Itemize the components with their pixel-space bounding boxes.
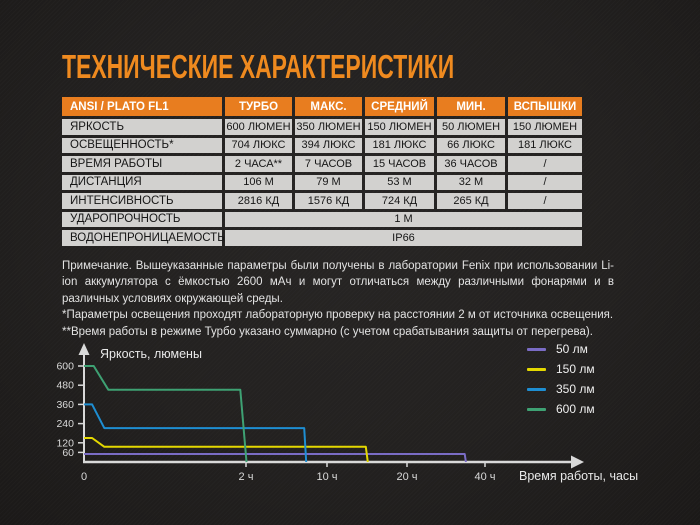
table-value: 265 КД xyxy=(437,193,505,209)
legend-item xyxy=(527,343,595,355)
y-tick-label: 600 xyxy=(56,360,74,373)
page-title: ТЕХНИЧЕСКИЕ ХАРАКТЕРИСТИКИ xyxy=(62,47,455,86)
table-header-strobe: ВСПЫШКИ xyxy=(508,97,582,116)
table-header-turbo: ТУРБО xyxy=(225,97,292,116)
legend-item xyxy=(527,403,595,415)
y-tick-label: 480 xyxy=(56,379,74,392)
x-tick-label: 20 ч xyxy=(396,471,418,483)
legend-label: 350 лм xyxy=(556,382,595,396)
y-tick-label: 60 xyxy=(62,446,74,459)
row-label-illuminance: ОСВЕЩЕННОСТЬ* xyxy=(62,138,222,154)
table-value: 106 М xyxy=(225,175,292,191)
legend-item xyxy=(527,383,595,395)
series-line-350-лм xyxy=(84,404,306,462)
note-block xyxy=(62,258,614,340)
table-value: 36 ЧАСОВ xyxy=(437,156,505,172)
table-value: 50 ЛЮМЕН xyxy=(437,119,505,135)
table-value: 7 ЧАСОВ xyxy=(295,156,362,172)
table-header-medium: СРЕДНИЙ xyxy=(365,97,434,116)
note-paragraph: Примечание. Вышеуказанные параметры были получены в лаборатории Fenix при использовании Li-ion аккумулятора с ёмкостью 2600 мАч и могут отличаться между различными фонарями и в различных условиях окружающей среды. xyxy=(62,260,614,305)
table-value: 150 ЛЮМЕН xyxy=(365,119,434,135)
table-value: 350 ЛЮМЕН xyxy=(296,120,361,133)
table-header-min: МИН. xyxy=(437,97,505,116)
legend-item xyxy=(527,363,595,375)
table-value: 15 ЧАСОВ xyxy=(365,156,434,172)
table-value: 600 ЛЮМЕН xyxy=(226,120,291,133)
chart-legend xyxy=(527,343,595,415)
legend-label: 150 лм xyxy=(556,362,595,376)
x-tick-label: 0 xyxy=(80,471,88,483)
table-value-span: IP66 xyxy=(225,230,582,246)
x-tick-label: 10 ч xyxy=(316,471,338,483)
table-value: 724 КД xyxy=(365,193,434,209)
y-axis-title: Яркость, люмены xyxy=(100,347,202,361)
table-value: / xyxy=(508,175,582,191)
series-line-50-лм xyxy=(84,454,466,462)
row-label-brightness: ЯРКОСТЬ xyxy=(62,119,222,135)
y-tick-label: 120 xyxy=(56,437,74,450)
table-value: 66 ЛЮКС xyxy=(437,138,505,154)
y-axis-arrow xyxy=(79,343,90,355)
table-header-max: МАКС. xyxy=(295,97,362,116)
legend-swatch-50lm xyxy=(527,348,546,351)
table-value: 79 М xyxy=(295,175,362,191)
table-value: / xyxy=(508,156,582,172)
legend-swatch-150lm xyxy=(527,368,546,371)
table-value: 53 М xyxy=(365,175,434,191)
table-value: 2 ЧАСА** xyxy=(225,156,292,172)
table-value: 181 ЛЮКС xyxy=(365,138,434,154)
y-tick-label: 360 xyxy=(56,398,74,411)
legend-label: 600 лм xyxy=(556,402,595,416)
table-value: 1576 КД xyxy=(295,193,362,209)
x-tick-label: 40 ч xyxy=(474,471,496,483)
table-value: 181 ЛЮКС xyxy=(508,138,582,154)
row-label-distance: ДИСТАНЦИЯ xyxy=(62,175,222,191)
row-label-waterproof: ВОДОНЕПРОНИЦАЕМОСТЬ xyxy=(62,230,222,246)
series-line-150-лм xyxy=(84,438,368,462)
row-label-impact-resistance: УДАРОПРОЧНОСТЬ xyxy=(62,212,222,228)
table-value-span: 1 М xyxy=(225,212,582,228)
row-label-intensity: ИНТЕНСИВНОСТЬ xyxy=(62,193,222,209)
legend-swatch-350lm xyxy=(527,388,546,391)
legend-swatch-600lm xyxy=(527,408,546,411)
table-value: / xyxy=(508,193,582,209)
legend-label: 50 лм xyxy=(556,342,588,356)
note-footnote-2: **Время работы в режиме Турбо указано суммарно (с учетом срабатывания защиты от перегрева). xyxy=(62,325,593,338)
x-axis-arrow xyxy=(571,456,584,469)
x-tick-label: 2 ч xyxy=(238,471,254,483)
table-value: 394 ЛЮКС xyxy=(295,138,362,154)
table-value: 2816 КД xyxy=(225,193,292,209)
note-footnote-1: *Параметры освещения проходят лабораторную проверку на расстоянии 2 м от источника освещения. xyxy=(62,309,614,322)
table-value: 32 М xyxy=(437,175,505,191)
table-header-standard: ANSI / PLATO FL1 xyxy=(62,97,222,116)
x-axis-title: Время работы, часы xyxy=(519,469,639,483)
row-label-runtime: ВРЕМЯ РАБОТЫ xyxy=(62,156,222,172)
spec-table xyxy=(62,97,582,246)
y-tick-label: 240 xyxy=(56,418,74,431)
series-line-600-лм xyxy=(84,366,247,462)
table-value: 704 ЛЮКС xyxy=(225,138,292,154)
table-value: 150 ЛЮМЕН xyxy=(508,119,582,135)
